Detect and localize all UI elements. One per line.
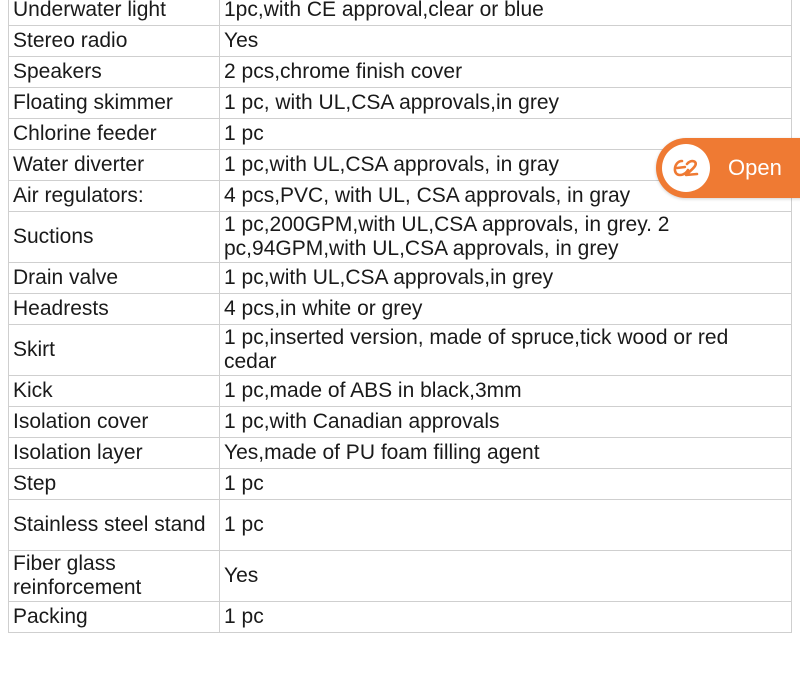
row-value: 1 pc,with UL,CSA approvals,in grey [220,263,792,294]
row-value: 1 pc,made of ABS in black,3mm [220,376,792,407]
row-value: Yes [220,551,792,602]
table-row [9,88,792,119]
table-row [9,57,792,88]
row-value: 1 pc,inserted version, made of spruce,tick wood or red cedar [220,325,792,376]
table-row [9,376,792,407]
row-label: Stereo radio [9,26,220,57]
row-label: Suctions [9,212,220,263]
open-button-label: Open [728,155,782,180]
row-label: Chlorine feeder [9,119,220,150]
table-row [9,551,792,602]
app-logo-icon [662,144,710,192]
row-value: 1 pc, with UL,CSA approvals,in grey [220,88,792,119]
row-label: Isolation cover [9,407,220,438]
table-row [9,325,792,376]
row-label: Underwater light [9,0,220,26]
table-row [9,438,792,469]
row-value: 1 pc,with UL,CSA approvals, in gray [220,150,792,181]
row-value: 1 pc,200GPM,with UL,CSA approvals, in grey. 2 pc,94GPM,with UL,CSA approvals, in grey [220,212,792,263]
open-app-button[interactable] [656,138,800,198]
row-value: Yes,made of PU foam filling agent [220,438,792,469]
row-value: 1 pc [220,469,792,500]
table-row [9,500,792,551]
row-label: Isolation layer [9,438,220,469]
row-value: 4 pcs,in white or grey [220,294,792,325]
row-label: Packing [9,602,220,633]
row-value: 1pc,with CE approval,clear or blue [220,0,792,26]
row-value: 1 pc,with Canadian approvals [220,407,792,438]
row-value: 1 pc [220,500,792,551]
row-value: Yes [220,26,792,57]
table-row [9,263,792,294]
row-label: Drain valve [9,263,220,294]
row-label: Floating skimmer [9,88,220,119]
row-label: Fiber glass reinforcement [9,551,220,602]
row-value: 2 pcs,chrome finish cover [220,57,792,88]
row-value: 1 pc [220,602,792,633]
table-row [9,407,792,438]
spec-table [8,0,792,633]
row-label: Stainless steel stand [9,500,220,551]
row-label: Kick [9,376,220,407]
row-label: Speakers [9,57,220,88]
table-row [9,26,792,57]
row-label: Step [9,469,220,500]
row-value: 1 pc [220,119,792,150]
row-label: Air regulators: [9,181,220,212]
row-label: Headrests [9,294,220,325]
table-row [9,469,792,500]
table-row [9,0,792,26]
row-value: 4 pcs,PVC, with UL, CSA approvals, in gray [220,181,792,212]
row-label: Skirt [9,325,220,376]
table-row [9,294,792,325]
table-row [9,212,792,263]
row-label: Water diverter [9,150,220,181]
table-row [9,602,792,633]
